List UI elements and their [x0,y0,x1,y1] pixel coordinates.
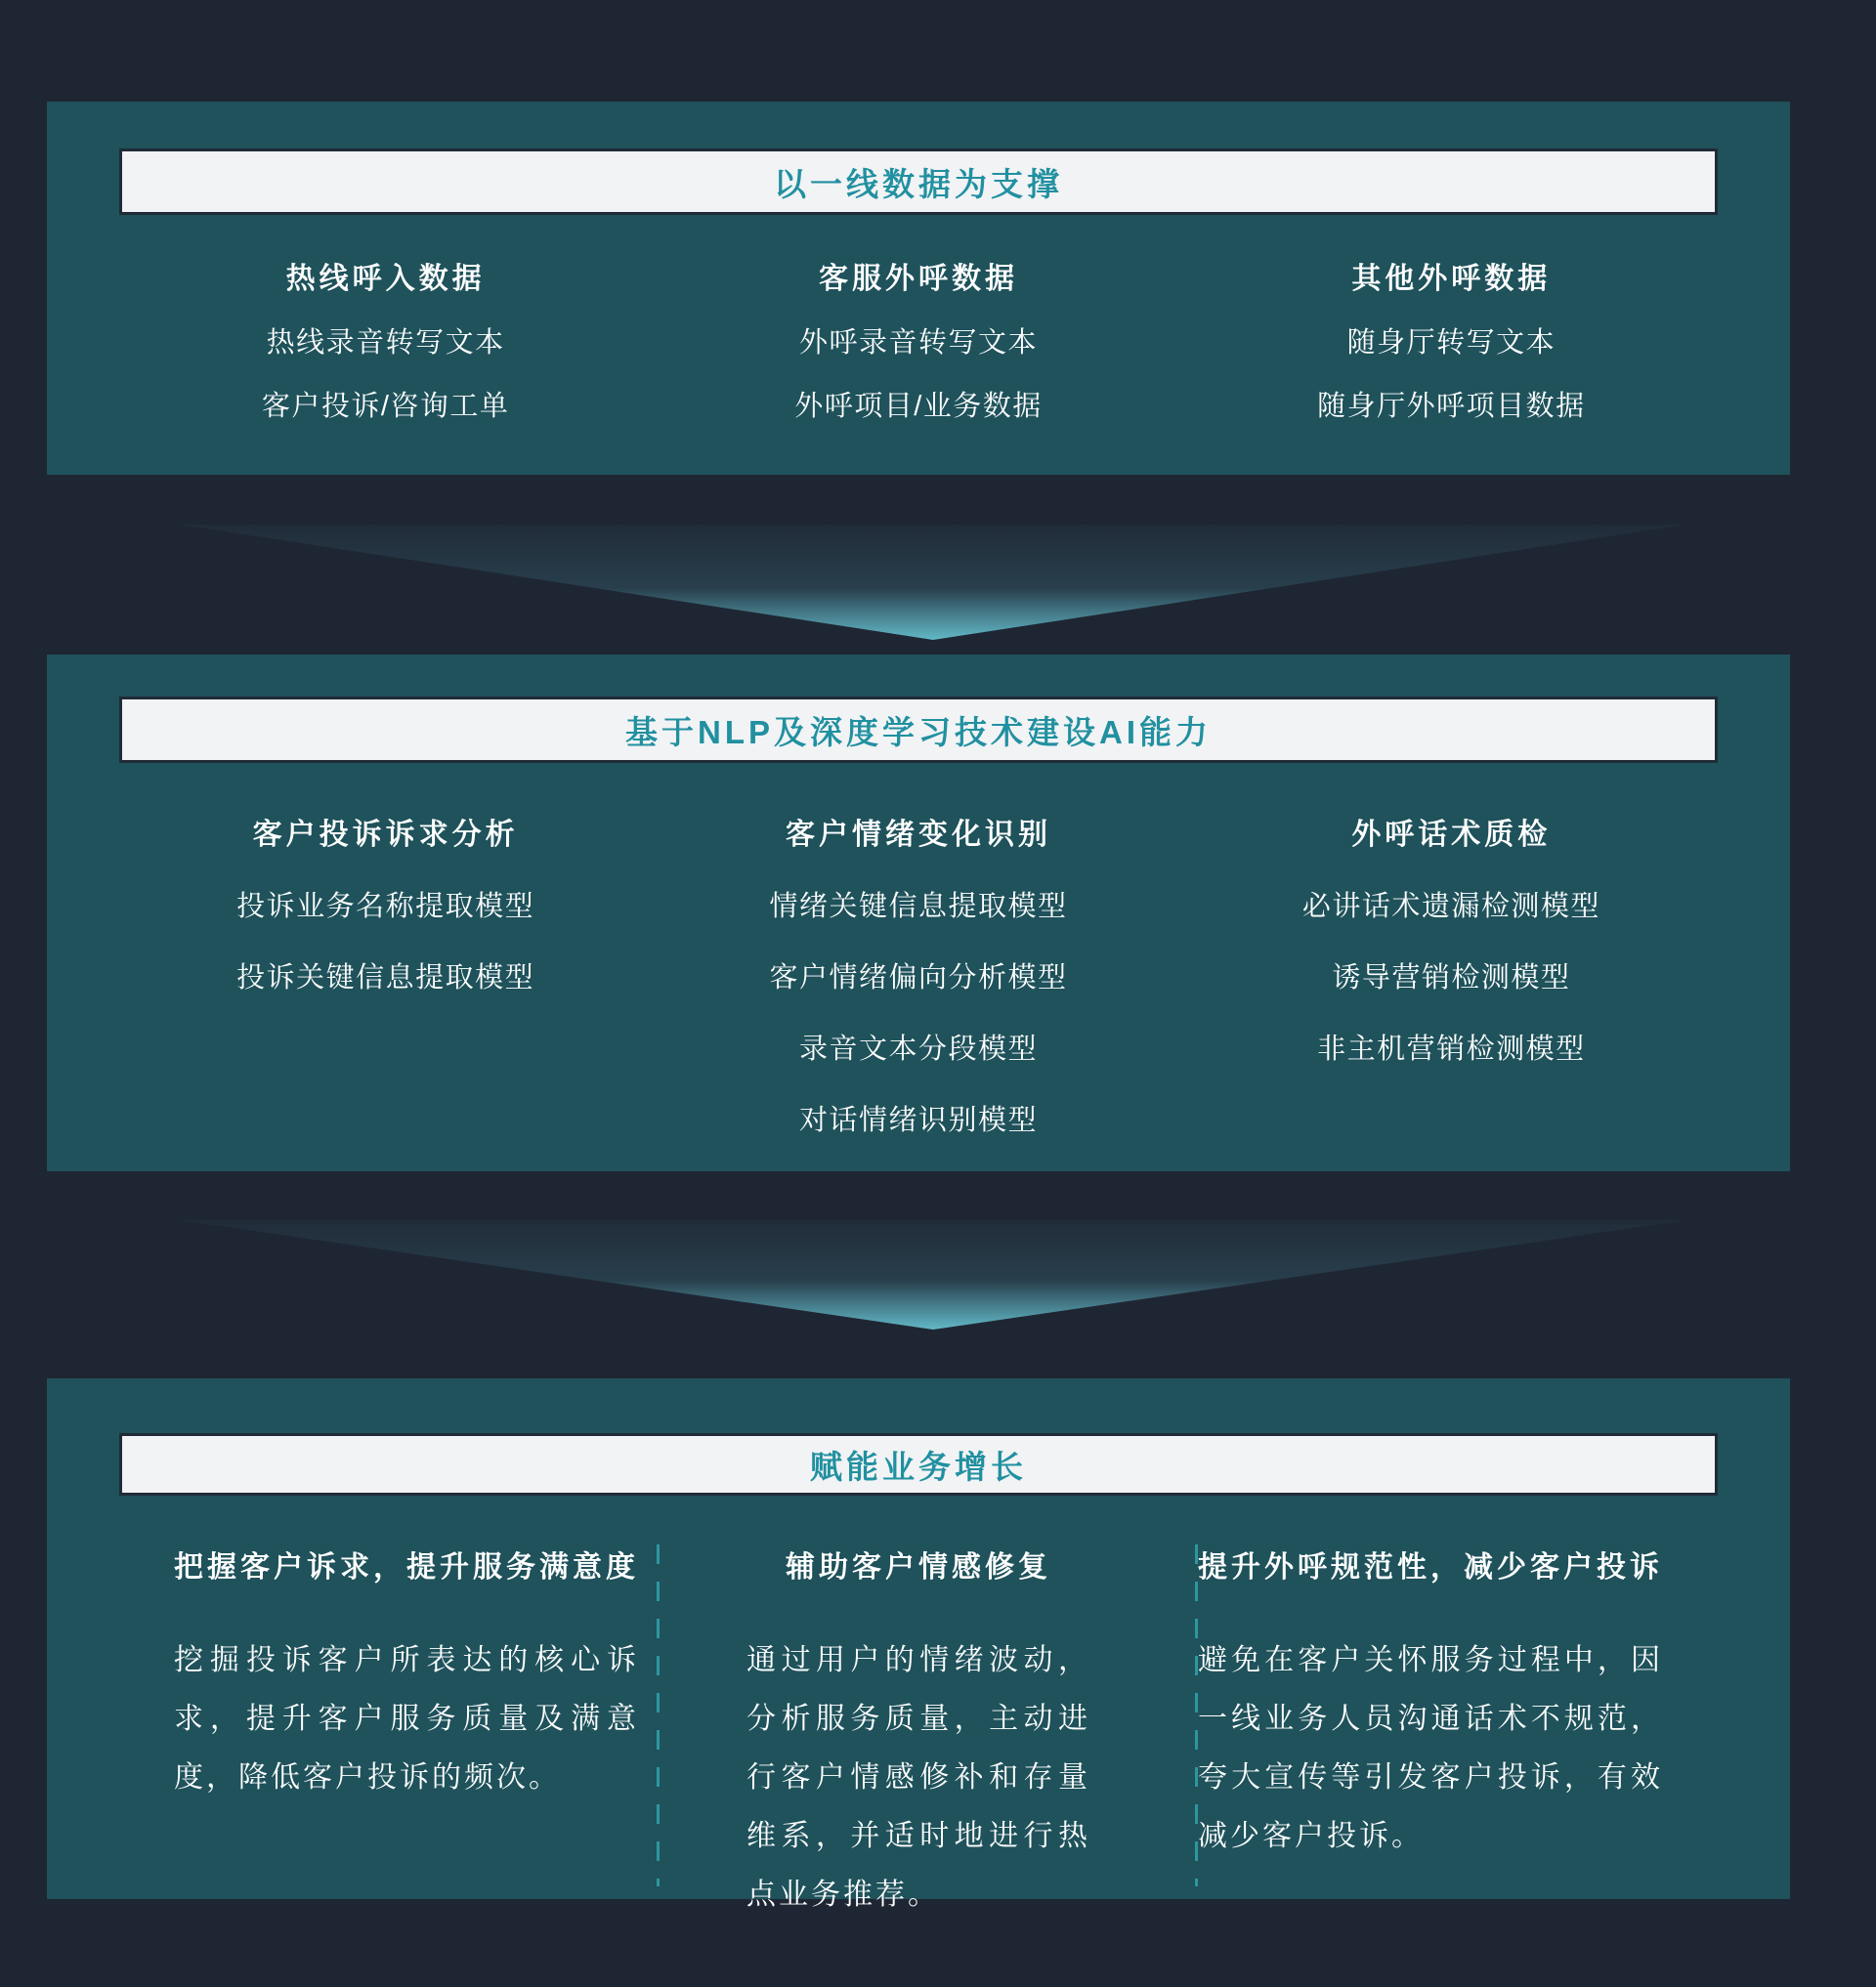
list-item: 随身厅外呼项目数据 [1317,391,1586,422]
section-title-bar [119,1433,1718,1496]
column-header: 把握客户诉求，提升服务满意度 [174,1551,639,1584]
list-item: 非主机营销检测模型 [1317,1034,1586,1065]
list-item: 外呼录音转写文本 [798,327,1038,359]
column-emotion-repair [746,1548,1090,1924]
dashed-divider [1195,1544,1198,1886]
column-outbound-compliance [1198,1548,1663,1924]
section-title-bar [119,697,1718,763]
column-other-outbound [1185,260,1718,426]
column-header: 其他外呼数据 [1351,263,1552,295]
section-title-bar [119,148,1718,215]
column-complaint-analysis [119,816,652,1140]
list-item: 热线录音转写文本 [266,327,505,359]
section-title: 赋能业务增长 [810,1448,1027,1485]
section-business-growth [47,1378,1790,1911]
section-title: 以一线数据为支撑 [774,165,1063,202]
list-item: 客户情绪偏向分析模型 [769,962,1068,994]
dashed-divider [657,1544,660,1886]
column-header: 客户情绪变化识别 [785,819,1051,851]
column-hotline-inbound [119,260,652,426]
down-arrow-icon [181,1220,1685,1330]
column-header: 辅助客户情感修复 [786,1551,1051,1584]
column-script-qc [1185,816,1718,1140]
column-grasp-demands [174,1548,639,1924]
list-item: 随身厅转写文本 [1346,327,1556,359]
column-header: 外呼话术质检 [1351,819,1552,851]
list-item: 投诉关键信息提取模型 [236,962,535,994]
list-item: 情绪关键信息提取模型 [769,891,1068,922]
down-arrow-icon [181,525,1685,640]
columns-row [47,260,1790,426]
column-service-outbound [652,260,1184,426]
column-paragraph: 避免在客户关怀服务过程中，因一线业务人员沟通话术不规范，夸大宣传等引发客户投诉，有效减少客户投诉。 [1198,1644,1663,1852]
column-header: 客服外呼数据 [818,263,1018,295]
list-item: 录音文本分段模型 [798,1034,1038,1065]
section-ai-capability [47,655,1790,1171]
list-item: 客户投诉/咨询工单 [261,391,510,422]
list-item: 对话情绪识别模型 [798,1105,1038,1136]
section-data-support [47,102,1790,475]
list-item: 外呼项目/业务数据 [794,391,1043,422]
list-item: 诱导营销检测模型 [1332,962,1571,994]
columns-row [47,1548,1790,1924]
column-header: 热线呼入数据 [285,263,486,295]
columns-row [47,816,1790,1140]
column-paragraph: 挖掘投诉客户所表达的核心诉求，提升客户服务质量及满意度，降低客户投诉的频次。 [174,1644,639,1794]
section-title: 基于NLP及深度学习技术建设AI能力 [625,713,1212,750]
list-item: 必讲话术遗漏检测模型 [1301,891,1600,922]
list-item: 投诉业务名称提取模型 [236,891,535,922]
column-emotion-recognition [652,816,1184,1140]
column-paragraph: 通过用户的情绪波动，分析服务质量，主动进行客户情感修补和存量维系，并适时地进行热点业务推荐。 [746,1644,1090,1911]
column-header: 客户投诉诉求分析 [252,819,519,851]
column-header: 提升外呼规范性，减少客户投诉 [1198,1551,1663,1584]
